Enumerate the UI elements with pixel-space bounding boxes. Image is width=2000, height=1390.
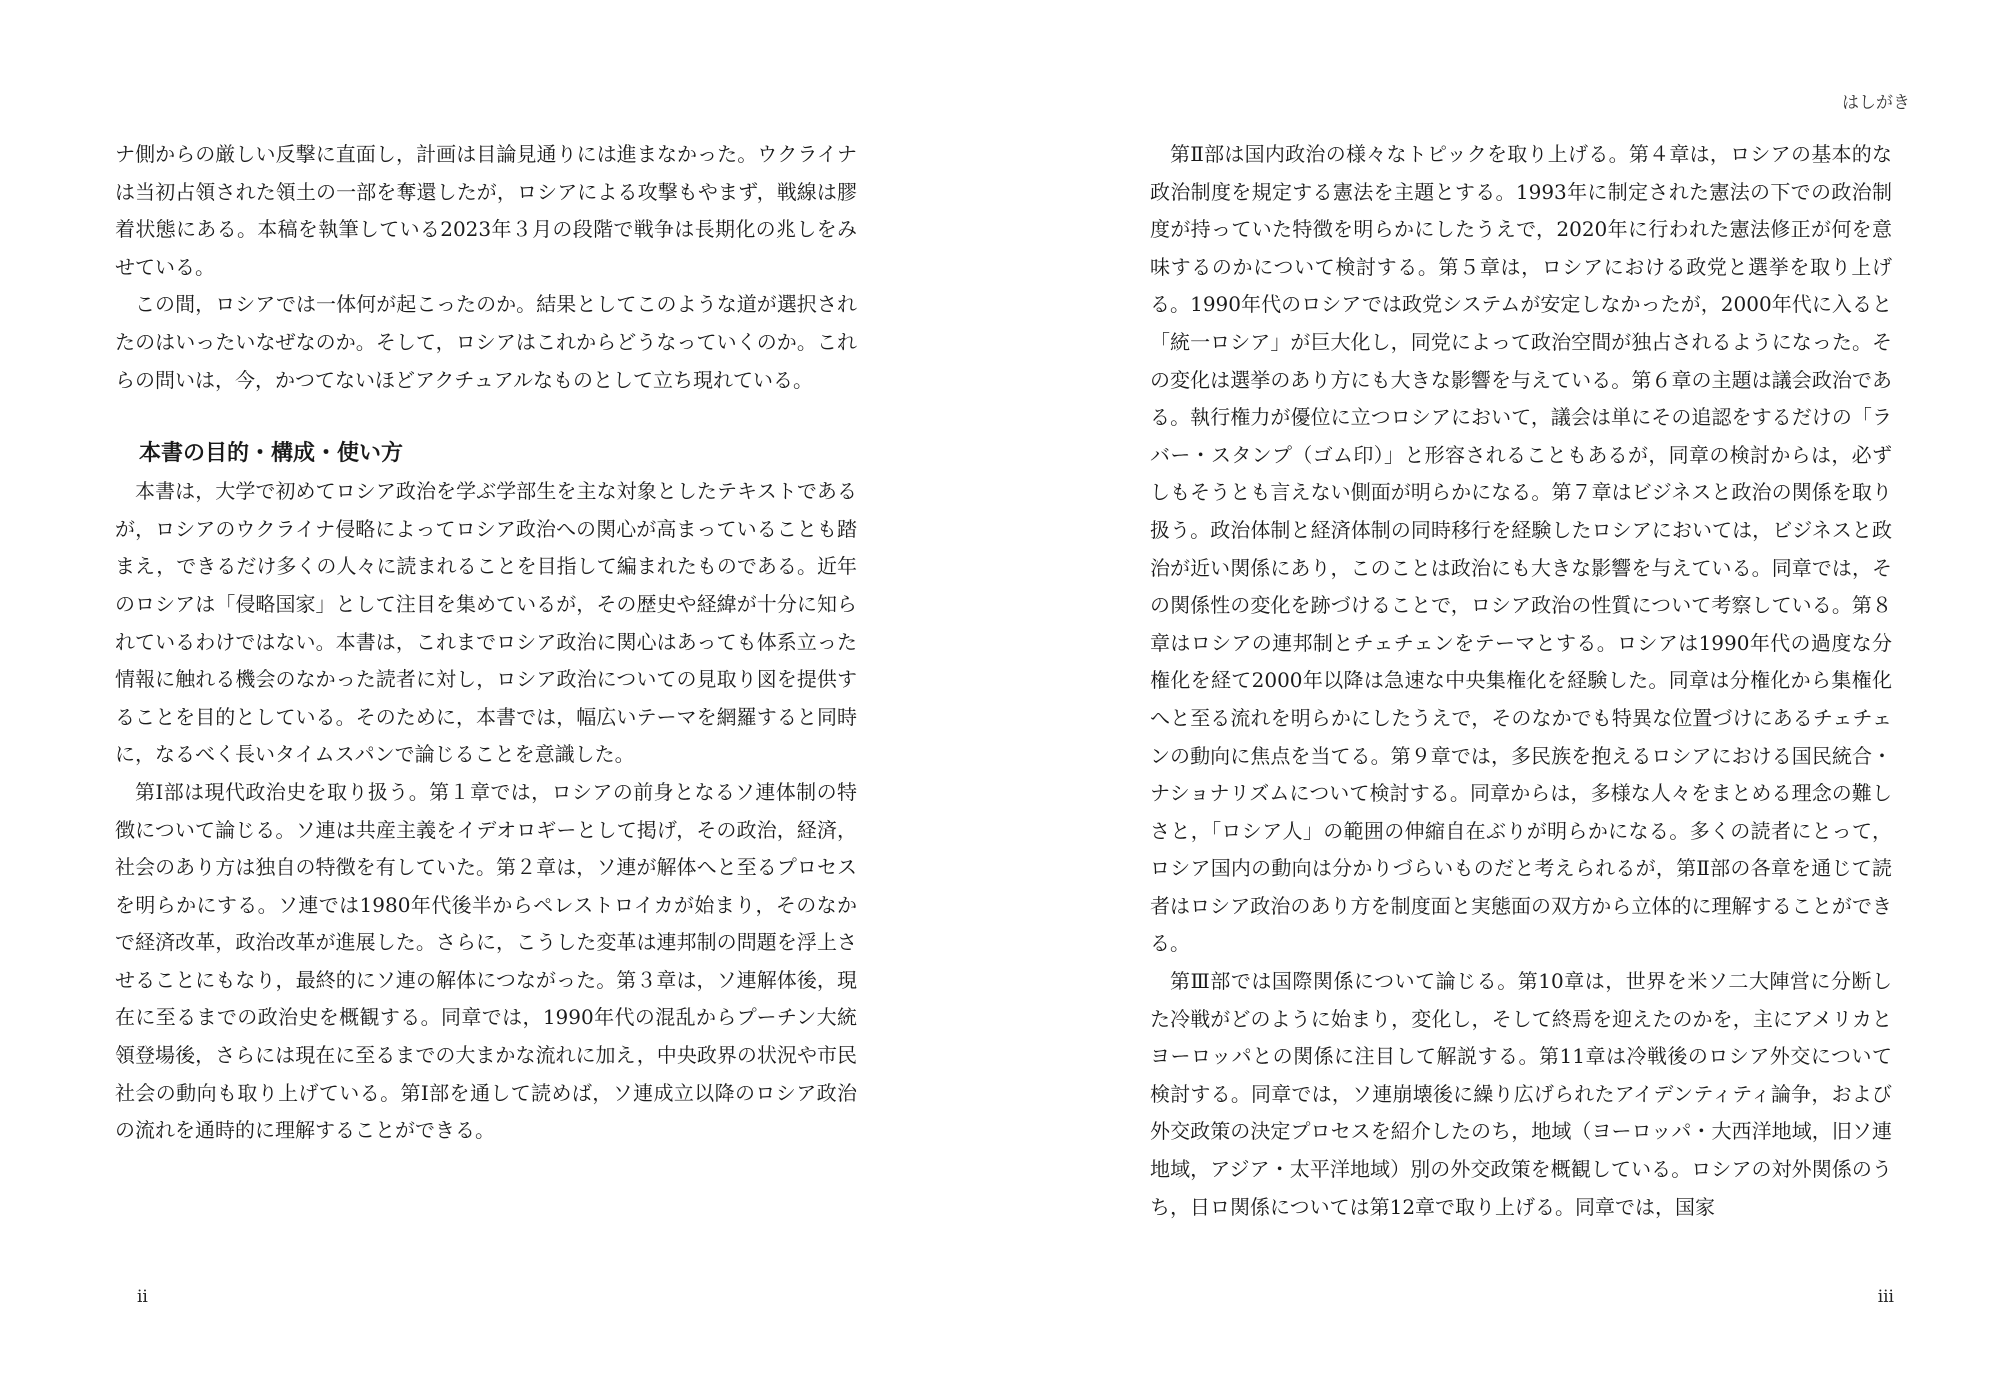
paragraph: 第Ⅱ部は国内政治の様々なトピックを取り上げる。第４章は，ロシアの基本的な政治制度を規定する憲法を主題とする。1993年に制定された憲法の下での政治制度が持っていた特徴を明らかにしたうえで，2020年に行われた憲法修正が何を意味するのかについて検討する。第５章は，ロシアにおける政党と選挙を取り上げる。1990年代のロシアでは政党システムが安定しなかったが，2000年代に入ると「統一ロシア」が巨大化し，同党によって政治空間が独占されるようになった。その変化は選挙のあり方にも大きな影響を与えている。第６章の主題は議会政治である。執行権力が優位に立つロシアにおいて，議会は単にその追認をするだけの「ラバー・スタンプ（ゴム印）」と形容されることもあるが，同章の検討からは，必ずしもそうとも言えない側面が明らかになる。第７章はビジネスと政治の関係を取り扱う。政治体制と経済体制の同時移行を経験したロシアにおいては，ビジネスと政治が近い関係にあり，このことは政治にも大きな影響を与えている。同章では，その関係性の変化を跡づけることで，ロシア政治の性質について考察している。第８章はロシアの連邦制とチェチェンをテーマとする。ロシアは1990年代の過度な分権化を経て2000年以降は急速な中央集権化を経験した。同章は分権化から集権化へと至る流れを明らかにしたうえで，そのなかでも特異な位置づけにあるチェチェンの動向に焦点を当てる。第９章では，多民族を抱えるロシアにおける国民統合・ナショナリズムについて検討する。同章からは，多様な人々をまとめる理念の難しさと，「ロシア人」の範囲の伸縮自在ぶりが明らかになる。多くの読者にとって，ロシア国内の動向は分かりづらいものだと考えられるが，第Ⅱ部の各章を通じて読者はロシア政治のあり方を制度面と実態面の双方から立体的に理解することができる。 [1150, 142, 1892, 956]
right-page-body [1150, 136, 1892, 1226]
section-heading: 本書の目的・構成・使い方 [139, 441, 404, 467]
paragraph: 第Ⅰ部は現代政治史を取り扱う。第１章では，ロシアの前身となるソ連体制の特徴について論じる。ソ連は共産主義をイデオロギーとして掲げ，その政治，経済，社会のあり方は独自の特徴を有していた。第２章は，ソ連が解体へと至るプロセスを明らかにする。ソ連では1980年代後半からペレストロイカが始まり，そのなかで経済改革，政治改革が進展した。さらに，こうした変革は連邦制の問題を浮上させることにもなり，最終的にソ連の解体につながった。第３章は，ソ連解体後，現在に至るまでの政治史を概観する。同章では，1990年代の混乱からプーチン大統領登場後，さらには現在に至るまでの大まかな流れに加え，中央政界の状況や市民社会の動向も取り上げている。第Ⅰ部を通して読めば，ソ連成立以降のロシア政治の流れを通時的に理解することができる。 [115, 779, 857, 1143]
right-page [1150, 0, 1910, 1390]
left-page-body [115, 136, 857, 1150]
page-number-right: iii [1877, 1287, 1894, 1307]
paragraph: この間，ロシアでは一体何が起こったのか。結果としてこのような道が選択されたのはいったいなぜなのか。そして，ロシアはこれからどうなっていくのか。これらの問いは，今，かつてないほどアクチュアルなものとして立ち現れている。 [115, 292, 857, 392]
left-page [115, 0, 875, 1390]
paragraph: ナ側からの厳しい反撃に直面し，計画は目論見通りには進まなかった。ウクライナは当初占領された領土の一部を奪還したが，ロシアによる攻撃もやまず，戦線は膠着状態にある。本稿を執筆している2023年３月の段階で戦争は長期化の兆しをみせている。 [115, 142, 857, 279]
paragraph: 第Ⅲ部では国際関係について論じる。第10章は，世界を米ソ二大陣営に分断した冷戦がどのように始まり，変化し，そして終焉を迎えたのかを，主にアメリカとヨーロッパとの関係に注目して解説する。第11章は冷戦後のロシア外交について検討する。同章では，ソ連崩壊後に繰り広げられたアイデンティティ論争，および外交政策の決定プロセスを紹介したのち，地域（ヨーロッパ・大西洋地域，旧ソ連地域，アジア・太平洋地域）別の外交政策を概観している。ロシアの対外関係のうち，日ロ関係については第12章で取り上げる。同章では，国家 [1150, 969, 1892, 1219]
paragraph: 本書は，大学で初めてロシア政治を学ぶ学部生を主な対象としたテキストであるが，ロシアのウクライナ侵略によってロシア政治への関心が高まっていることも踏まえ，できるだけ多くの人々に読まれることを目指して編まれたものである。近年のロシアは「侵略国家」として注目を集めているが，その歴史や経緯が十分に知られているわけではない。本書は，これまでロシア政治に関心はあっても体系立った情報に触れる機会のなかった読者に対し，ロシア政治についての見取り図を提供することを目的としている。そのために，本書では，幅広いテーマを網羅すると同時に，なるべく長いタイムスパンで論じることを意識した。 [115, 479, 857, 767]
running-head: はしがき [1842, 93, 1910, 113]
page-number-left: ii [137, 1287, 148, 1307]
